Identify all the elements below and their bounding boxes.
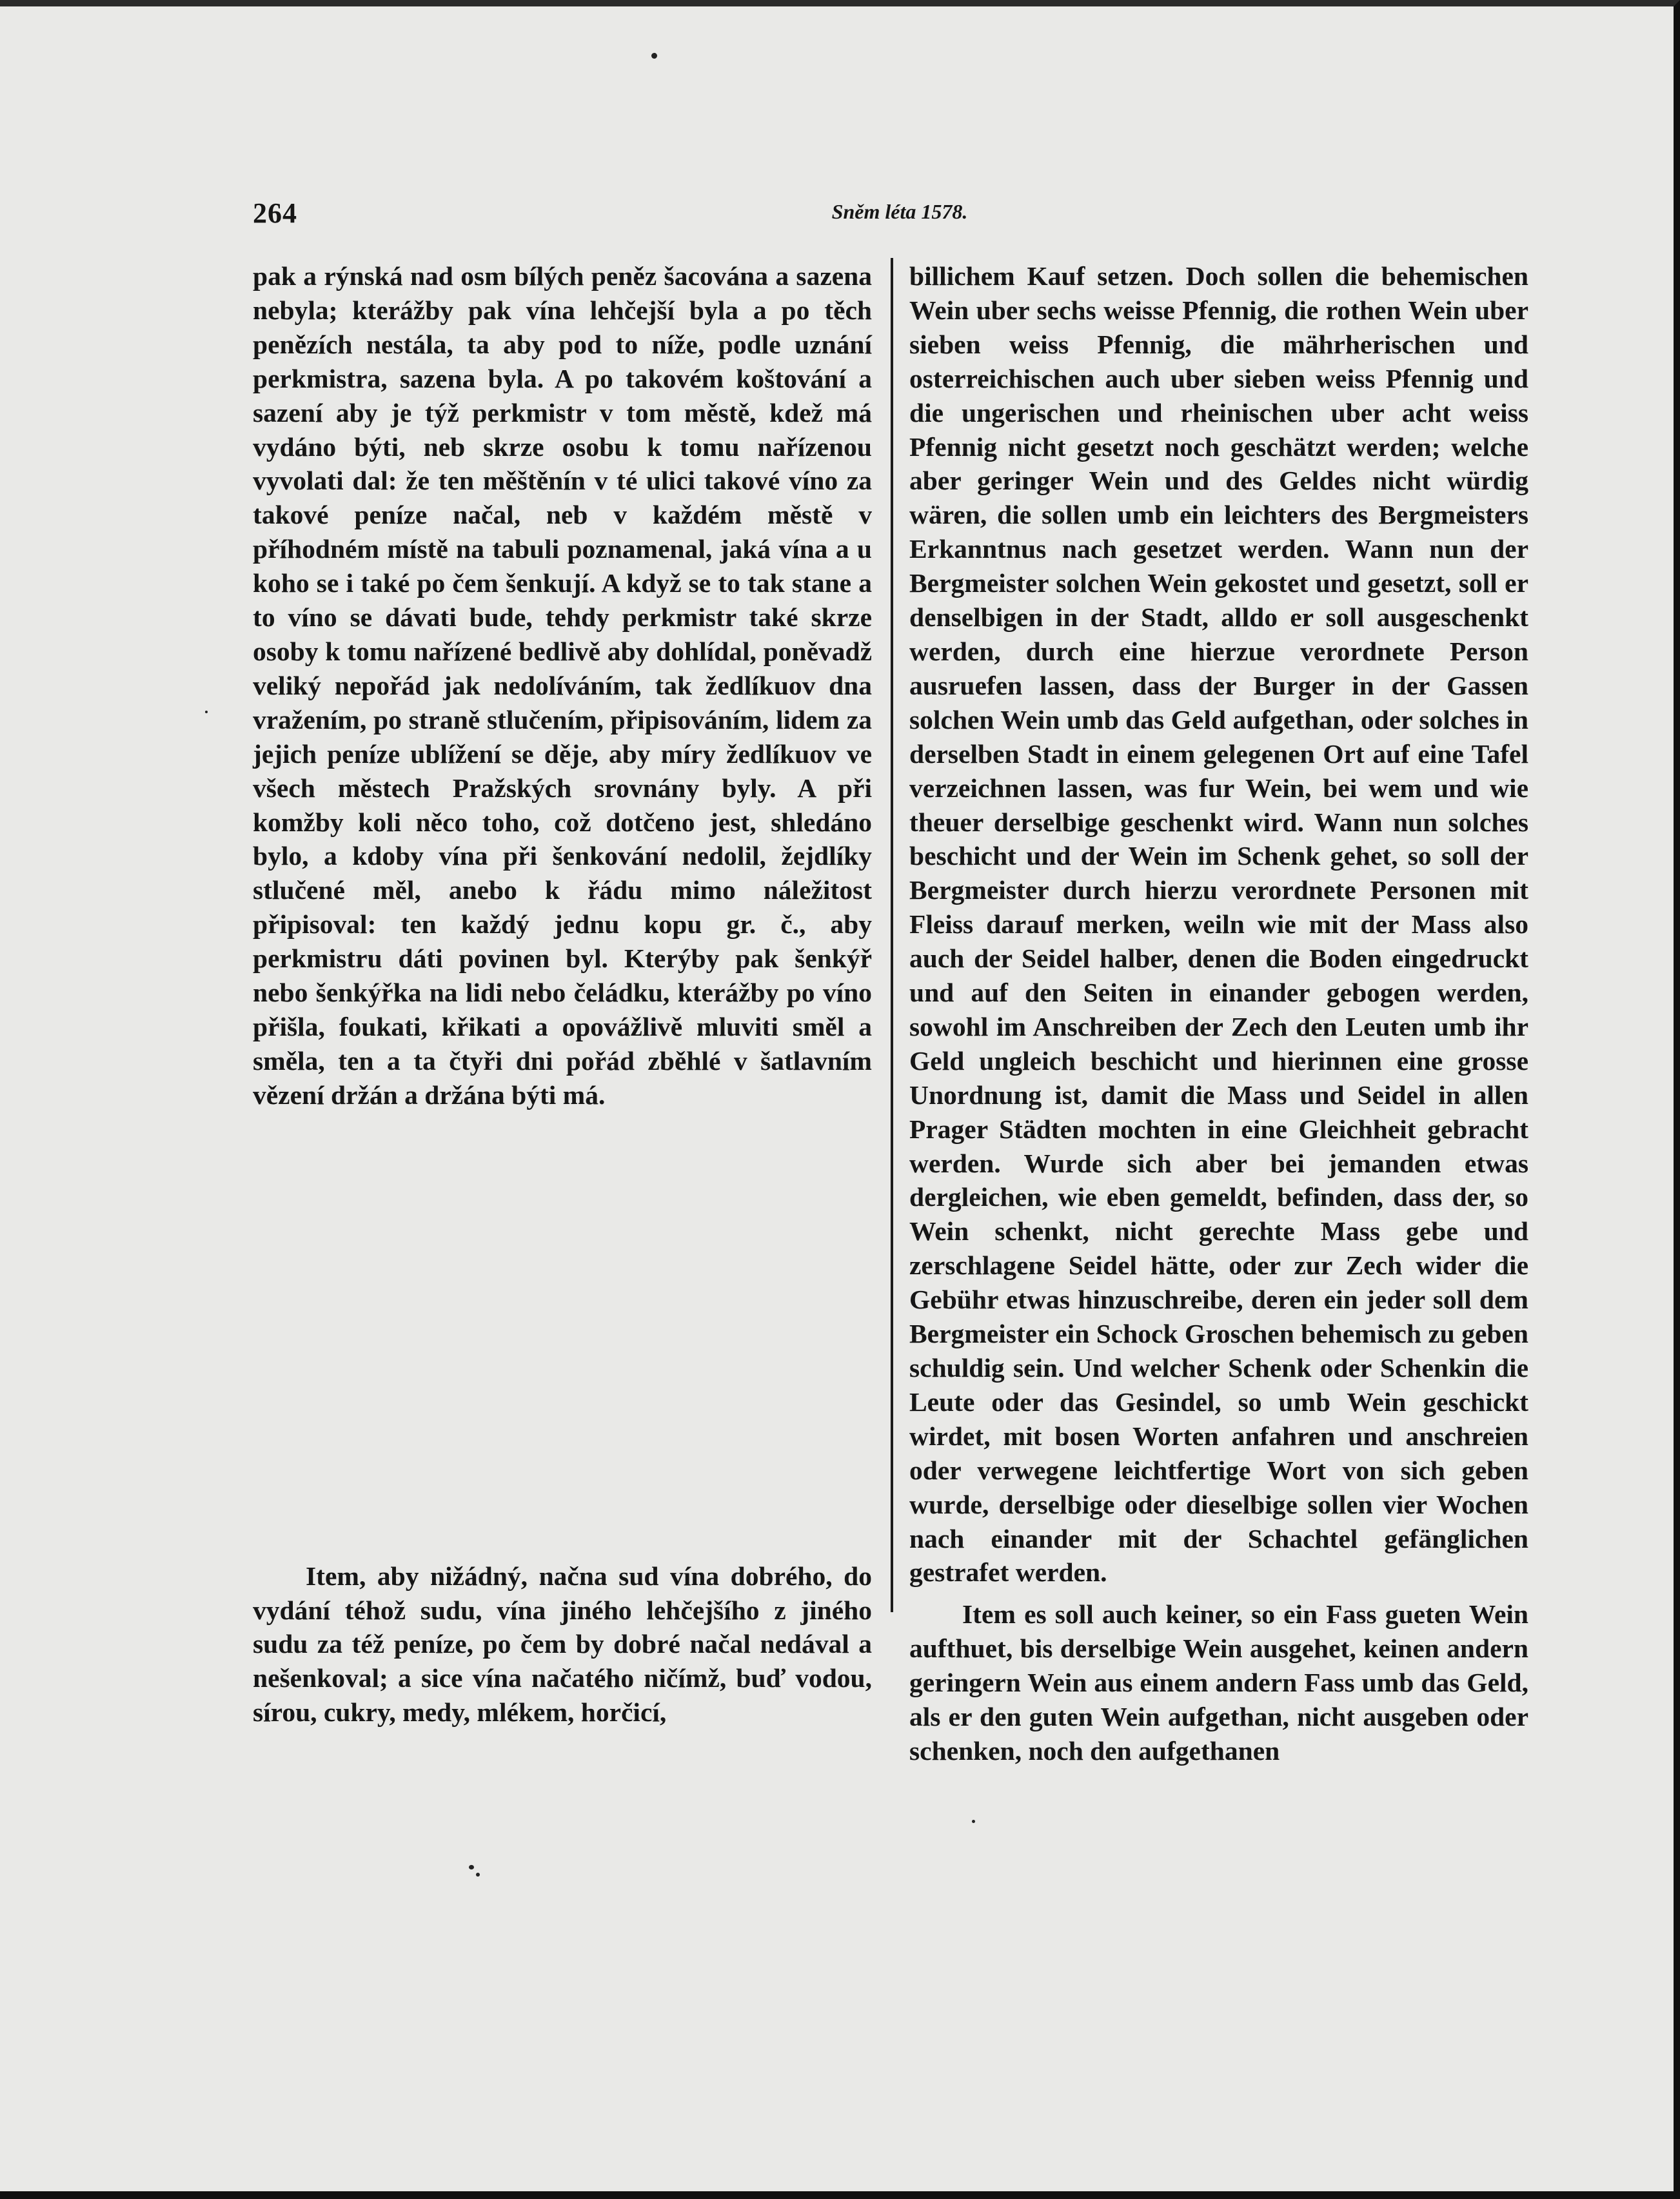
right-column-german [909,259,1528,1768]
scan-speck [469,1865,474,1869]
page-number: 264 [253,197,297,229]
scan-speck [972,1820,975,1823]
left-paragraph-1: pak a rýnská nad osm bílých peněz šacována a sazena nebyla; kterážby pak vína lehčejší byla a po těch penězích nestála, ta aby pod to níže, podle uznání perkmistra, sazena byla. A po takovém koštování a sazení aby je týž perkmistr v tom městě, kdež má vydáno býti, neb skrze osobu k tomu nařízenou vyvolati dal: že ten měštěnín v té ulici takové víno za takové peníze načal, neb v každém městě v příhodném místě na tabuli poznamenal, jaká vína a u koho se i také po čem šenkují. A když se to tak stane a to víno se dávati bude, tehdy perkmistr také skrze osoby k tomu nařízené bedlivě aby dohlídal, poněvadž veliký nepořád jak nedolíváním, tak žedlíkuov dna vražením, po straně stlučením, připisováním, lidem za jejich peníze ublížení se děje, aby míry žedlíkuov ve všech městech Pražských srovnány byly. A při komžby koli něco toho, což dotčeno jest, shledáno bylo, a kdoby vína při šenkování nedolil, žejdlíky stlučené měl, anebo k řádu mimo náležitost připisoval: ten každý jednu kopu gr. č., aby perkmistru dáti povinen byl. Kterýby pak šenkýř nebo šenkýřka na lidi nebo čeládku, kterážby po víno přišla, foukati, křikati a opovážlivě mluviti směl a směla, ten a ta čtyři dni pořád zběhlé v šatlavním vězení držán a držána býti má. [253,261,872,1110]
scan-speck [476,1873,480,1877]
column-divider [891,258,893,1612]
left-paragraph-2: Item, aby nižádný, načna sud vína dobrého, do vydání téhož sudu, vína jiného lehčejšího z jiného sudu za též peníze, po čem by dobré načal nedával a nešenkoval; a sice vína načatého ničímž, buď vodou, sírou, cukry, medy, mlékem, horčicí, [253,1561,872,1728]
running-title: Sněm léta 1578. [831,200,968,223]
scan-speck [205,711,208,713]
right-paragraph-1: billichem Kauf setzen. Doch sollen die behemischen Wein uber sechs weisse Pfennig, die rothen Wein uber sieben weiss Pfennig, die mährherischen und osterreichischen auch uber sieben weiss Pfennig und die ungerischen und rheinischen uber acht weiss Pfennig nicht gesetzt noch geschätzt werden; welche aber geringer Wein und des Geldes nicht würdig wären, die sollen umb ein leichters des Bergmeisters Erkanntnus nach gesetzet werden. Wann nun der Bergmeister solchen Wein gekostet und gesetzt, soll er denselbigen in der Stadt, alldo er soll ausgeschenkt werden, durch eine hierzue verordnete Person ausruefen lassen, dass der Burger in der Gassen solchen Wein umb das Geld aufgethan, oder solches in derselben Stadt in einem gelegenen Ort auf eine Tafel verzeichnen lassen, was fur Wein, bei wem und wie theuer derselbige geschenkt wird. Wann nun solches beschicht und der Wein im Schenk gehet, so soll der Bergmeister durch hierzu verordnete Personen mit Fleiss darauf merken, weiln wie mit der Mass also auch der Seidel halber, denen die Boden eingedruckt und auf den Seiten in einander gebogen werden, sowohl im Anschreiben der Zech den Leuten umb ihr Geld ungleich beschicht und hierinnen eine grosse Unordnung ist, damit die Mass und Seidel in allen Prager Städten mochten in eine Gleichheit gebracht werden. Wurde sich aber bei jemanden etwas dergleichen, wie eben gemeldt, befinden, dass der, so Wein schenkt, nicht gerechte Mass gebe und zerschlagene Seidel hätte, oder zur Zech wider die Gebühr etwas hinzuschreibe, deren ein jeder soll dem Bergmeister ein Schock Groschen behemisch zu geben schuldig sein. Und welcher Schenk oder Schenkin die Leute oder das Gesindel, so umb Wein geschickt wirdet, mit bosen Worten anfahren und anschreien oder verwegene leichtfertige Wort von sich geben wurde, derselbige oder dieselbige sollen vier Wochen nach einander mit der Schachtel gefänglichen gestrafet werden. [909,261,1528,1588]
left-column-czech [253,259,872,1730]
scan-speck [651,53,657,59]
right-paragraph-2: Item es soll auch keiner, so ein Fass gueten Wein aufthuet, bis derselbige Wein ausgehet, keinen andern geringern Wein aus einem andern Fass umb das Geld, als er den guten Wein aufgethan, nicht ausgeben oder schenken, noch den aufgethanen [909,1599,1528,1766]
